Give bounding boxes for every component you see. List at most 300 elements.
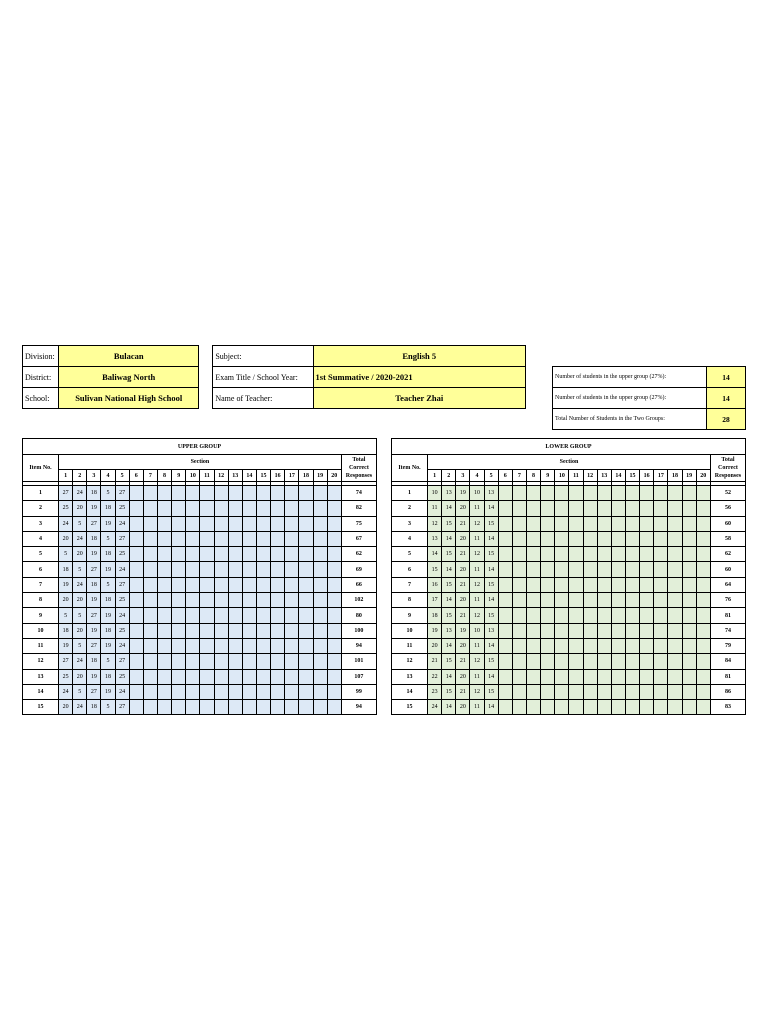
score-cell[interactable] — [271, 562, 285, 577]
score-cell[interactable] — [611, 669, 625, 684]
score-cell[interactable] — [512, 700, 526, 715]
score-cell[interactable]: 14 — [484, 700, 498, 715]
score-cell[interactable] — [157, 516, 171, 531]
score-cell[interactable] — [200, 700, 214, 715]
score-cell[interactable] — [625, 562, 639, 577]
score-cell[interactable]: 12 — [470, 516, 484, 531]
score-cell[interactable] — [313, 531, 327, 546]
score-cell[interactable]: 27 — [115, 654, 129, 669]
score-cell[interactable] — [157, 700, 171, 715]
score-cell[interactable]: 20 — [456, 531, 470, 546]
score-cell[interactable] — [512, 531, 526, 546]
score-cell[interactable]: 13 — [442, 486, 456, 501]
score-cell[interactable] — [682, 501, 696, 516]
score-cell[interactable] — [682, 654, 696, 669]
score-cell[interactable] — [625, 669, 639, 684]
score-cell[interactable] — [583, 577, 597, 592]
score-cell[interactable] — [214, 501, 228, 516]
score-cell[interactable] — [668, 501, 682, 516]
score-cell[interactable] — [526, 501, 540, 516]
score-cell[interactable]: 5 — [73, 684, 87, 699]
score-cell[interactable] — [696, 684, 710, 699]
score-cell[interactable] — [186, 684, 200, 699]
score-cell[interactable] — [682, 562, 696, 577]
score-cell[interactable] — [555, 516, 569, 531]
score-cell[interactable] — [129, 638, 143, 653]
score-cell[interactable] — [299, 593, 313, 608]
score-cell[interactable] — [271, 623, 285, 638]
score-cell[interactable] — [597, 638, 611, 653]
score-cell[interactable] — [285, 623, 299, 638]
score-cell[interactable] — [214, 486, 228, 501]
score-cell[interactable] — [285, 486, 299, 501]
score-cell[interactable] — [327, 638, 341, 653]
score-cell[interactable] — [200, 638, 214, 653]
score-cell[interactable] — [555, 547, 569, 562]
score-cell[interactable] — [512, 654, 526, 669]
score-cell[interactable] — [611, 516, 625, 531]
score-cell[interactable] — [157, 531, 171, 546]
score-cell[interactable] — [526, 623, 540, 638]
score-cell[interactable] — [143, 531, 157, 546]
score-cell[interactable] — [583, 669, 597, 684]
score-cell[interactable] — [654, 562, 668, 577]
score-cell[interactable] — [640, 608, 654, 623]
score-cell[interactable]: 27 — [87, 684, 101, 699]
score-cell[interactable] — [583, 593, 597, 608]
score-cell[interactable] — [583, 531, 597, 546]
score-cell[interactable] — [285, 608, 299, 623]
score-cell[interactable] — [242, 623, 256, 638]
score-cell[interactable]: 18 — [87, 577, 101, 592]
score-cell[interactable] — [228, 593, 242, 608]
score-cell[interactable] — [214, 700, 228, 715]
score-cell[interactable]: 19 — [87, 501, 101, 516]
score-cell[interactable] — [512, 516, 526, 531]
score-cell[interactable] — [186, 562, 200, 577]
score-cell[interactable] — [172, 638, 186, 653]
score-cell[interactable] — [214, 562, 228, 577]
score-cell[interactable] — [172, 654, 186, 669]
score-cell[interactable]: 24 — [73, 486, 87, 501]
score-cell[interactable] — [569, 501, 583, 516]
score-cell[interactable] — [569, 577, 583, 592]
score-cell[interactable] — [640, 684, 654, 699]
score-cell[interactable] — [327, 608, 341, 623]
score-cell[interactable] — [668, 577, 682, 592]
score-cell[interactable]: 15 — [442, 577, 456, 592]
score-cell[interactable] — [555, 684, 569, 699]
score-cell[interactable] — [682, 623, 696, 638]
score-cell[interactable] — [327, 700, 341, 715]
score-cell[interactable] — [555, 638, 569, 653]
score-cell[interactable] — [583, 562, 597, 577]
score-cell[interactable]: 24 — [115, 638, 129, 653]
score-cell[interactable]: 18 — [87, 700, 101, 715]
score-cell[interactable] — [498, 547, 512, 562]
score-cell[interactable]: 14 — [442, 531, 456, 546]
score-cell[interactable] — [313, 623, 327, 638]
score-cell[interactable] — [228, 577, 242, 592]
score-cell[interactable] — [271, 516, 285, 531]
score-cell[interactable] — [186, 531, 200, 546]
score-cell[interactable] — [129, 684, 143, 699]
score-cell[interactable] — [640, 669, 654, 684]
score-cell[interactable] — [640, 516, 654, 531]
score-cell[interactable] — [129, 669, 143, 684]
score-cell[interactable]: 18 — [101, 547, 115, 562]
score-cell[interactable]: 11 — [470, 593, 484, 608]
score-cell[interactable]: 20 — [456, 638, 470, 653]
score-cell[interactable]: 13 — [428, 531, 442, 546]
score-cell[interactable] — [597, 501, 611, 516]
score-cell[interactable] — [682, 669, 696, 684]
score-cell[interactable] — [157, 501, 171, 516]
score-cell[interactable] — [541, 669, 555, 684]
score-cell[interactable] — [625, 684, 639, 699]
score-cell[interactable]: 12 — [470, 654, 484, 669]
score-cell[interactable]: 25 — [115, 547, 129, 562]
score-cell[interactable] — [583, 623, 597, 638]
score-cell[interactable]: 5 — [73, 516, 87, 531]
score-cell[interactable] — [172, 516, 186, 531]
score-cell[interactable]: 24 — [115, 684, 129, 699]
score-cell[interactable] — [512, 577, 526, 592]
score-cell[interactable] — [327, 486, 341, 501]
score-cell[interactable] — [313, 654, 327, 669]
score-cell[interactable] — [256, 547, 270, 562]
score-cell[interactable]: 20 — [73, 623, 87, 638]
score-cell[interactable] — [271, 669, 285, 684]
score-cell[interactable] — [200, 501, 214, 516]
score-cell[interactable] — [285, 638, 299, 653]
score-cell[interactable] — [172, 623, 186, 638]
score-cell[interactable] — [228, 623, 242, 638]
score-cell[interactable] — [285, 531, 299, 546]
score-cell[interactable] — [668, 669, 682, 684]
score-cell[interactable] — [611, 531, 625, 546]
score-cell[interactable]: 14 — [484, 501, 498, 516]
score-cell[interactable] — [625, 608, 639, 623]
score-cell[interactable]: 5 — [59, 608, 73, 623]
score-cell[interactable] — [186, 593, 200, 608]
score-cell[interactable]: 21 — [456, 654, 470, 669]
score-cell[interactable] — [256, 562, 270, 577]
score-cell[interactable] — [299, 516, 313, 531]
score-cell[interactable]: 5 — [101, 700, 115, 715]
score-cell[interactable]: 18 — [428, 608, 442, 623]
score-cell[interactable] — [327, 562, 341, 577]
score-cell[interactable] — [143, 654, 157, 669]
score-cell[interactable] — [214, 547, 228, 562]
score-cell[interactable] — [327, 516, 341, 531]
score-cell[interactable] — [611, 486, 625, 501]
score-cell[interactable] — [597, 562, 611, 577]
score-cell[interactable] — [172, 531, 186, 546]
score-cell[interactable] — [541, 547, 555, 562]
score-cell[interactable] — [157, 608, 171, 623]
score-cell[interactable]: 25 — [59, 669, 73, 684]
score-cell[interactable] — [625, 593, 639, 608]
score-cell[interactable]: 19 — [456, 623, 470, 638]
score-cell[interactable] — [143, 684, 157, 699]
score-cell[interactable] — [228, 501, 242, 516]
score-cell[interactable] — [327, 669, 341, 684]
score-cell[interactable] — [498, 593, 512, 608]
score-cell[interactable] — [597, 700, 611, 715]
score-cell[interactable] — [696, 669, 710, 684]
score-cell[interactable] — [242, 562, 256, 577]
score-cell[interactable]: 19 — [101, 562, 115, 577]
score-cell[interactable] — [668, 623, 682, 638]
score-cell[interactable] — [611, 593, 625, 608]
score-cell[interactable]: 24 — [59, 684, 73, 699]
score-cell[interactable]: 19 — [428, 623, 442, 638]
score-cell[interactable]: 20 — [456, 501, 470, 516]
score-cell[interactable] — [313, 638, 327, 653]
score-cell[interactable]: 13 — [484, 623, 498, 638]
score-cell[interactable] — [228, 669, 242, 684]
score-cell[interactable] — [611, 654, 625, 669]
score-cell[interactable] — [625, 547, 639, 562]
score-cell[interactable]: 20 — [456, 593, 470, 608]
score-cell[interactable] — [512, 501, 526, 516]
score-cell[interactable] — [200, 547, 214, 562]
score-cell[interactable] — [696, 623, 710, 638]
score-cell[interactable] — [256, 669, 270, 684]
score-cell[interactable] — [200, 593, 214, 608]
score-cell[interactable] — [186, 654, 200, 669]
score-cell[interactable] — [228, 608, 242, 623]
score-cell[interactable] — [200, 562, 214, 577]
score-cell[interactable] — [498, 700, 512, 715]
score-cell[interactable]: 19 — [101, 608, 115, 623]
score-cell[interactable] — [512, 562, 526, 577]
score-cell[interactable]: 21 — [456, 577, 470, 592]
score-cell[interactable] — [271, 654, 285, 669]
score-cell[interactable]: 19 — [101, 516, 115, 531]
score-cell[interactable] — [299, 501, 313, 516]
score-cell[interactable] — [313, 608, 327, 623]
score-cell[interactable] — [654, 501, 668, 516]
score-cell[interactable]: 27 — [87, 638, 101, 653]
score-cell[interactable] — [327, 684, 341, 699]
score-cell[interactable] — [512, 638, 526, 653]
score-cell[interactable] — [256, 684, 270, 699]
score-cell[interactable] — [172, 684, 186, 699]
score-cell[interactable] — [668, 547, 682, 562]
score-cell[interactable]: 5 — [101, 654, 115, 669]
score-cell[interactable] — [654, 486, 668, 501]
score-cell[interactable] — [129, 516, 143, 531]
score-cell[interactable] — [129, 577, 143, 592]
score-cell[interactable] — [569, 547, 583, 562]
score-cell[interactable] — [625, 654, 639, 669]
score-cell[interactable]: 16 — [428, 577, 442, 592]
score-cell[interactable] — [172, 593, 186, 608]
score-cell[interactable] — [498, 623, 512, 638]
score-cell[interactable] — [625, 516, 639, 531]
score-cell[interactable] — [271, 608, 285, 623]
score-cell[interactable] — [157, 669, 171, 684]
score-cell[interactable] — [541, 531, 555, 546]
score-cell[interactable] — [129, 486, 143, 501]
score-cell[interactable] — [228, 684, 242, 699]
score-cell[interactable]: 20 — [59, 593, 73, 608]
score-cell[interactable]: 11 — [470, 700, 484, 715]
score-cell[interactable]: 14 — [428, 547, 442, 562]
score-cell[interactable] — [256, 623, 270, 638]
score-cell[interactable] — [143, 501, 157, 516]
score-cell[interactable] — [157, 577, 171, 592]
score-cell[interactable] — [654, 531, 668, 546]
score-cell[interactable]: 20 — [73, 593, 87, 608]
score-cell[interactable] — [668, 593, 682, 608]
score-cell[interactable] — [242, 669, 256, 684]
score-cell[interactable]: 15 — [484, 684, 498, 699]
score-cell[interactable] — [228, 547, 242, 562]
score-cell[interactable]: 20 — [456, 700, 470, 715]
score-cell[interactable] — [555, 531, 569, 546]
score-cell[interactable] — [541, 593, 555, 608]
score-cell[interactable]: 11 — [470, 501, 484, 516]
score-cell[interactable] — [640, 654, 654, 669]
score-cell[interactable]: 15 — [442, 608, 456, 623]
score-cell[interactable] — [498, 669, 512, 684]
score-cell[interactable] — [172, 700, 186, 715]
score-cell[interactable] — [541, 654, 555, 669]
score-cell[interactable] — [583, 654, 597, 669]
score-cell[interactable]: 20 — [73, 501, 87, 516]
score-cell[interactable] — [129, 531, 143, 546]
score-cell[interactable] — [526, 700, 540, 715]
score-cell[interactable] — [157, 623, 171, 638]
score-cell[interactable] — [186, 547, 200, 562]
score-cell[interactable]: 25 — [115, 669, 129, 684]
score-cell[interactable]: 20 — [59, 700, 73, 715]
score-cell[interactable] — [271, 547, 285, 562]
score-cell[interactable] — [541, 577, 555, 592]
score-cell[interactable]: 11 — [470, 562, 484, 577]
score-cell[interactable] — [327, 531, 341, 546]
score-cell[interactable]: 20 — [456, 562, 470, 577]
score-cell[interactable]: 10 — [470, 486, 484, 501]
score-cell[interactable] — [526, 516, 540, 531]
score-cell[interactable] — [696, 700, 710, 715]
score-cell[interactable]: 14 — [442, 562, 456, 577]
score-cell[interactable] — [526, 608, 540, 623]
score-cell[interactable] — [668, 700, 682, 715]
score-cell[interactable]: 11 — [470, 669, 484, 684]
score-cell[interactable] — [242, 654, 256, 669]
score-cell[interactable] — [186, 516, 200, 531]
score-cell[interactable]: 21 — [428, 654, 442, 669]
score-cell[interactable] — [668, 654, 682, 669]
score-cell[interactable] — [625, 700, 639, 715]
score-cell[interactable] — [143, 486, 157, 501]
score-cell[interactable] — [214, 638, 228, 653]
score-cell[interactable]: 15 — [428, 562, 442, 577]
score-cell[interactable] — [583, 486, 597, 501]
score-cell[interactable] — [597, 684, 611, 699]
score-cell[interactable] — [569, 638, 583, 653]
score-cell[interactable]: 21 — [456, 608, 470, 623]
score-cell[interactable]: 27 — [115, 577, 129, 592]
score-cell[interactable] — [696, 577, 710, 592]
score-cell[interactable] — [541, 608, 555, 623]
score-cell[interactable] — [214, 593, 228, 608]
score-cell[interactable] — [256, 516, 270, 531]
score-cell[interactable] — [242, 577, 256, 592]
score-cell[interactable]: 20 — [59, 531, 73, 546]
score-cell[interactable] — [696, 654, 710, 669]
score-cell[interactable] — [256, 501, 270, 516]
score-cell[interactable] — [498, 638, 512, 653]
score-cell[interactable] — [625, 638, 639, 653]
score-cell[interactable] — [228, 531, 242, 546]
score-cell[interactable] — [583, 516, 597, 531]
score-cell[interactable] — [541, 562, 555, 577]
score-cell[interactable] — [696, 516, 710, 531]
score-cell[interactable] — [157, 486, 171, 501]
score-cell[interactable]: 27 — [115, 531, 129, 546]
score-cell[interactable]: 18 — [101, 593, 115, 608]
score-cell[interactable] — [526, 486, 540, 501]
score-cell[interactable]: 13 — [442, 623, 456, 638]
score-cell[interactable] — [498, 608, 512, 623]
score-cell[interactable] — [242, 684, 256, 699]
score-cell[interactable] — [640, 501, 654, 516]
score-cell[interactable]: 15 — [484, 547, 498, 562]
score-cell[interactable] — [271, 593, 285, 608]
score-cell[interactable]: 19 — [87, 547, 101, 562]
score-cell[interactable] — [597, 486, 611, 501]
score-cell[interactable] — [597, 669, 611, 684]
score-cell[interactable] — [583, 501, 597, 516]
score-cell[interactable]: 12 — [470, 577, 484, 592]
score-cell[interactable] — [569, 562, 583, 577]
score-cell[interactable] — [299, 531, 313, 546]
score-cell[interactable] — [526, 577, 540, 592]
score-cell[interactable] — [654, 608, 668, 623]
score-cell[interactable] — [299, 547, 313, 562]
score-cell[interactable]: 14 — [442, 638, 456, 653]
score-cell[interactable] — [597, 623, 611, 638]
score-cell[interactable]: 24 — [73, 531, 87, 546]
score-cell[interactable]: 24 — [73, 577, 87, 592]
score-cell[interactable] — [200, 516, 214, 531]
score-cell[interactable] — [299, 623, 313, 638]
score-cell[interactable] — [313, 547, 327, 562]
score-cell[interactable] — [696, 593, 710, 608]
score-cell[interactable]: 27 — [87, 516, 101, 531]
score-cell[interactable] — [682, 516, 696, 531]
score-cell[interactable] — [611, 623, 625, 638]
score-cell[interactable] — [555, 700, 569, 715]
score-cell[interactable]: 19 — [456, 486, 470, 501]
score-cell[interactable]: 24 — [73, 700, 87, 715]
score-cell[interactable] — [640, 593, 654, 608]
score-cell[interactable] — [555, 593, 569, 608]
score-cell[interactable] — [242, 638, 256, 653]
score-cell[interactable]: 27 — [59, 654, 73, 669]
score-cell[interactable] — [682, 638, 696, 653]
score-cell[interactable] — [555, 623, 569, 638]
score-cell[interactable] — [143, 638, 157, 653]
score-cell[interactable] — [327, 654, 341, 669]
score-cell[interactable]: 15 — [484, 654, 498, 669]
score-cell[interactable] — [668, 684, 682, 699]
